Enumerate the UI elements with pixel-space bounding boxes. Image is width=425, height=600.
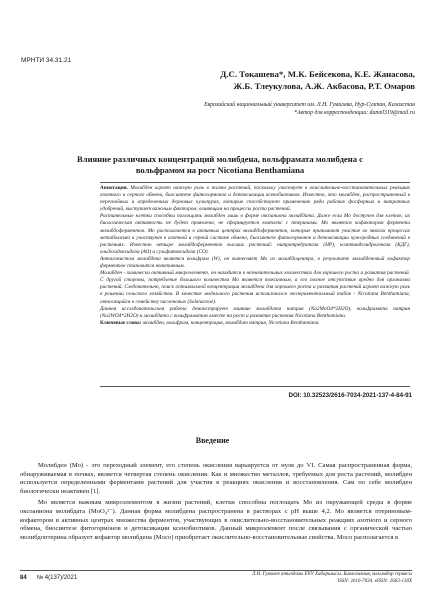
section-heading-introduction: Введение <box>195 436 230 445</box>
title-line-2: вольфрамом на рост Nicotiana Benthamiana <box>135 165 305 175</box>
page-number: 84 <box>20 575 27 581</box>
intro-paragraph-1: Молибден (Мо) - это переходный элемент, его степень окисления варьируется от нуля до VI. Самая распространенная форма, обнаруживаемая в почвах, является четвертая степень окисления. Как и множество металлов, требуемых для роста растений, молибден используется определенными ферментами растений для участия в реакциях окисления и восстановления. Сам по себе молибден биологически неактивен [1]. <box>20 462 412 495</box>
abstract-paragraph <box>100 185 410 213</box>
affiliation-line-1: Евразийский национальный университет им. Л.Н. Гумилева, Нур-Султан, Казахстан <box>204 102 415 108</box>
authors-line-1: Д.С. Токашева*, М.К. Бейсекова, К.Е. Жанасова, <box>220 69 415 79</box>
footer-right <box>190 572 412 585</box>
authors <box>60 68 415 92</box>
keywords <box>100 320 410 327</box>
title-line-1: Влияние различных концентраций молибдена, вольфрамата молибдена с <box>77 154 363 164</box>
abstract-text-5: Данная исследовательская работа демонстрирует влияние молибдата натрия (Na2MoO4*2H2O), вольфрамата натрия (Na2WO4*2H2O) и молибдата с вольфраматом вместе на рост и развитие растения Nicotiana Benthamiana. <box>100 305 410 319</box>
intro-paragraph-2: Мо является важным микроэлементом в жизни растений, клетки способны поглощать Мо из окружающей среды в форме оксоаниона молибдата (MoO₄²⁻). Данная форма молибдена распространена в растворах с pH выше 4,2. Мо является птериновым-кофактором в активных центрах множества ферментов, участвующих в окислительно-восстановительных реакциях азотного и серного обмена, биосинтезе фитогормонов и детоксикации ксенобиотиков. Данный микроэлемент после связывания с органической частью молибдоптерина образует кофактор молибдена (Moco) приобретает окислительно-восстановительные свойства. Мосо располагается в <box>20 499 412 541</box>
introduction-body <box>20 462 412 545</box>
keywords-label: Ключевые слова: <box>100 319 142 326</box>
issue-number: № 4(137)/2021 <box>36 575 78 581</box>
abstract-text-3: Антагонистом молибдена является вольфрам (W), он вытесняет Мо из молибдоцентра, в результате молибденовый кофактор ферментов становится неактивным. <box>100 255 410 270</box>
abstract-label: Аннотация. <box>100 185 128 191</box>
footer-rule <box>20 570 412 571</box>
abstract <box>100 185 410 327</box>
authors-line-2: Ж.Б. Тлеукулова, А.Ж. Акбасова, Р.Т. Омаров <box>233 81 415 91</box>
doi-link[interactable]: DOI: 10.32523/2616-7034-2021-137-4-84-91 <box>288 392 412 399</box>
abstract-text-2: Растительные клетки способны поглощать молибден лишь в форме оксоаниона молибдата. Даже если Мо доступен для клеток, их биологическая активность не будет проявлена, не сформируется комплекс с птеринами. Мо является кофактором фермента молибдоферментов. Мо располагается в активных центрах молибдоферментов, которые принимают участие во многих процессах метаболизма и участвуют в азотной и серной системе обмена, биосинтезе фитогормонов и детоксикации чужеродных соединений в растениях. Известно четыре молибдоферментов высших растений: нитратредуктаза (НР), ксантиндегидрогеназа (КДГ), альдегидоксидаза (АО) и сульфитоксидаза (СО). <box>100 213 410 255</box>
issn: ISSN: 2616-7034. eISSN: 2663-130X <box>337 578 412 584</box>
footer-left <box>20 575 77 581</box>
abstract-text-4: Молибден - химически активный микроэлемент, он находится в незначительных количествах для хорошего роста и развития растений. С другой стороны, потребление большого количества Мо является токсичным, а его полное отсутствие вредно для организма растений. Следовательно, поиск оптимальной концентрации молибдена для хорошего роста и развития растений играет важную роль в решении сельского хозяйства. В качестве модельного растения использовался экспериментальный табак - Nicotiana Benthamiana, относящийся к семейству пасленовых (Solanaceae). <box>100 270 410 305</box>
affiliation <box>150 101 415 117</box>
journal-name: Л.Н. Гумилев атындағы ЕҰУ Хабаршысы. Биологиялық ғылымдар сериясы <box>251 572 412 577</box>
abstract-top-rule <box>100 182 410 183</box>
abstract-text-1: Молибден играет важную роль в жизни растений, поскольку участвует в окислительно-восстановительных реакциях азотного и серного обмена, биосинтезе фитогормонов и детоксикации ксенобиотиков. Известно, что молибден, распространенный в перегнойных и определенных дерновых культурах, которые способствуют применению ряда рабочих фосфорных и нитратных удобрений, выступает важным фактором, влияющим на процессы роста растений. <box>100 185 410 213</box>
keywords-text: молибден, вольфрам, концентрация, молибдат натрия, Nicotiana Benthamiana. <box>142 319 320 326</box>
abstract-bottom-rule <box>100 386 410 387</box>
corresponding-author: *Автор для корреспонденции: dana0319@mail.ru <box>294 110 415 116</box>
article-title <box>40 154 400 176</box>
udc-code: МРНТИ 34.31.21 <box>21 57 72 64</box>
